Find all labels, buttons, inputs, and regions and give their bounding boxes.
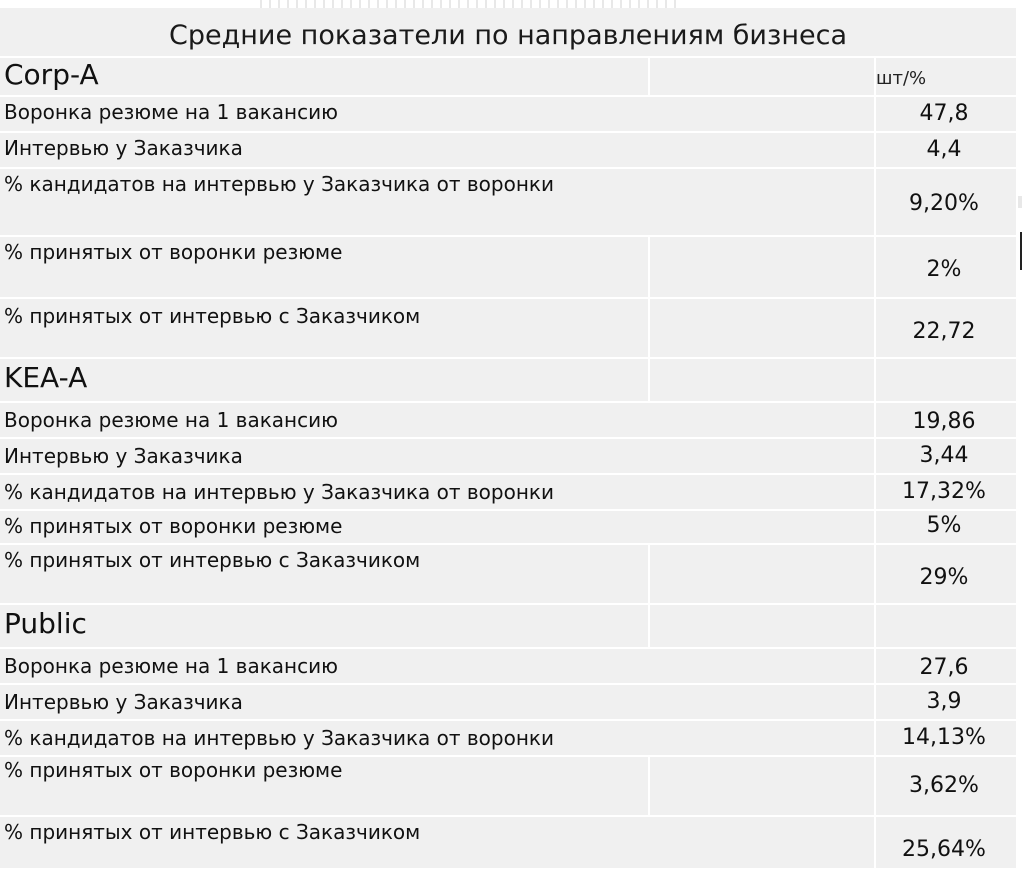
grid-line: [648, 544, 650, 648]
grid-line: [0, 56, 1016, 58]
edge-marker: [1020, 232, 1022, 270]
table-row: [0, 438, 1016, 474]
grid-line: [0, 357, 1016, 359]
grid-line: [0, 235, 1016, 237]
table-row: [0, 236, 1016, 298]
row-value: 29%: [919, 565, 969, 590]
grid-line: [0, 509, 1016, 511]
row-label: % принятых от воронки резюме: [4, 240, 343, 264]
table-row: [0, 756, 1016, 816]
row-label: Интервью у Заказчика: [4, 444, 243, 468]
table-row: [0, 720, 1016, 756]
row-label: % принятых от интервью с Заказчиком: [4, 304, 421, 328]
row-value: 27,6: [919, 655, 969, 680]
metrics-table: [0, 8, 1016, 868]
grid-line: [874, 56, 876, 868]
group-header-corp-a: [0, 56, 1016, 96]
row-value: 2%: [926, 257, 962, 282]
table-row: [0, 510, 1016, 544]
row-value: 47,8: [919, 101, 969, 126]
grid-line: [0, 719, 1016, 721]
row-label: % принятых от интервью с Заказчиком: [4, 820, 421, 844]
grid-line: [0, 297, 1016, 299]
row-value: 3,9: [926, 689, 962, 714]
table-row: [0, 168, 1016, 236]
page-title: Средние показатели по направлениям бизнеса: [169, 20, 847, 51]
row-value: 3,44: [919, 443, 969, 468]
table-row: [0, 132, 1016, 168]
row-value: 9,20%: [909, 191, 979, 216]
grid-line: [0, 473, 1016, 475]
grid-line: [0, 815, 1016, 817]
grid-line: [0, 95, 1016, 97]
grid-line: [0, 683, 1016, 685]
top-decoration: [260, 0, 680, 8]
grid-line: [0, 647, 1016, 649]
grid-line: [648, 298, 650, 402]
row-value: 22,72: [912, 319, 976, 344]
table-row: [0, 648, 1016, 684]
row-label: Воронка резюме на 1 вакансию: [4, 408, 338, 432]
row-label: % принятых от интервью с Заказчиком: [4, 548, 421, 572]
table-row: [0, 96, 1016, 132]
grid-line: [0, 755, 1016, 757]
row-label: % кандидатов на интервью у Заказчика от воронки: [4, 480, 554, 504]
grid-line: [648, 236, 650, 298]
row-value: 17,32%: [902, 479, 986, 504]
grid-line: [0, 167, 1016, 169]
table-row: [0, 474, 1016, 510]
row-label: % принятых от воронки резюме: [4, 514, 343, 538]
group-name: Public: [4, 607, 87, 640]
grid-line: [648, 756, 650, 816]
group-name: KEA-A: [4, 361, 88, 394]
row-label: Интервью у Заказчика: [4, 136, 243, 160]
table-row: [0, 402, 1016, 438]
row-value: 14,13%: [902, 725, 986, 750]
table-row: [0, 684, 1016, 720]
row-value: 19,86: [912, 409, 976, 434]
grid-line: [0, 131, 1016, 133]
table-row: [0, 816, 1016, 868]
group-name: Corp-A: [4, 58, 99, 91]
row-label: Воронка резюме на 1 вакансию: [4, 100, 338, 124]
row-label: % принятых от воронки резюме: [4, 758, 343, 782]
grid-line: [0, 437, 1016, 439]
grid-line: [0, 543, 1016, 545]
row-label: Воронка резюме на 1 вакансию: [4, 654, 338, 678]
row-value: 4,4: [926, 137, 962, 162]
row-value: 25,64%: [902, 837, 986, 862]
group-header-kea-a: [0, 358, 1016, 402]
grid-line: [0, 603, 1016, 605]
row-label: % кандидатов на интервью у Заказчика от воронки: [4, 726, 554, 750]
row-value: 3,62%: [909, 773, 979, 798]
edge-decoration: [1018, 196, 1022, 208]
row-label: % кандидатов на интервью у Заказчика от воронки: [4, 172, 554, 196]
unit-header: шт/%: [876, 68, 927, 89]
table-row: [0, 298, 1016, 358]
group-header-public: [0, 604, 1016, 648]
grid-line: [648, 56, 650, 96]
row-value: 5%: [926, 513, 962, 538]
table-row: [0, 544, 1016, 604]
grid-line: [0, 401, 1016, 403]
row-label: Интервью у Заказчика: [4, 690, 243, 714]
